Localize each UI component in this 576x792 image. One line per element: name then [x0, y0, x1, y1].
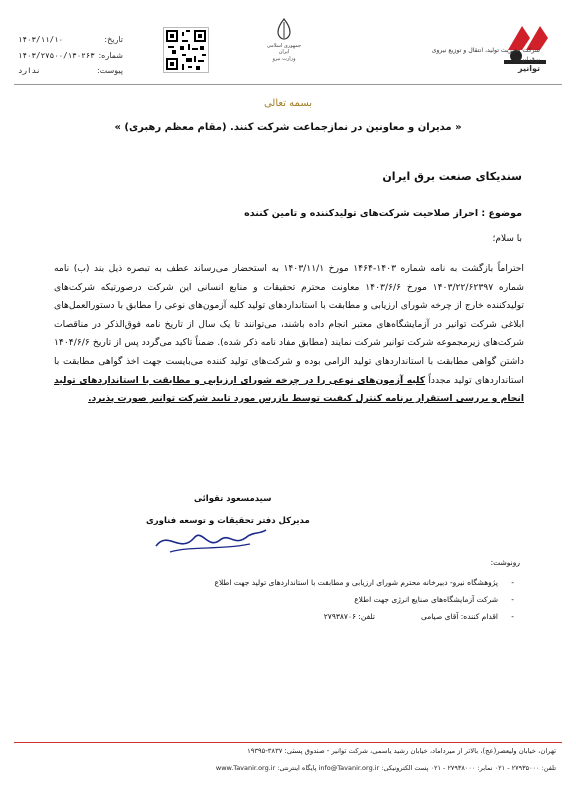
qr-code	[163, 27, 209, 73]
action-phone: تلفن: ۲۷۹۳۸۷۰۶	[323, 612, 375, 621]
body-emphasis: کلیه آزمون‌های نوعی را در چرخه شورای ارزیابی و مطابقت با استانداردهای تولید انجام و بررسی استقرار برنامه کنترل کیفیت توسط بازرس مورد تایید شرکت توانیر صورت پذیرد.	[54, 374, 524, 405]
signer-title: مدیرکل دفتر تحقیقات و توسعه فناوری	[146, 516, 310, 526]
header-divider	[14, 84, 562, 85]
footer-contacts: تلفن: ۲۷۹۳۵۰۰۰ - ۰۲۱ نمابر: ۲۷۹۳۸۰۰۰ - ۰۲۱ پست الکترونیکی: info@Tavanir.org.ir پایگاه اینترنتی: www.Tavanir.org.ir	[215, 764, 556, 772]
national-emblem	[264, 18, 304, 62]
subject-label: موضوع :	[481, 208, 522, 219]
company-name-line2: توانیر	[517, 64, 540, 73]
list-dash: -	[511, 578, 514, 587]
letter-metadata	[18, 32, 123, 79]
number-value: ۱۴۰۳/۲۷۵۰۰/۱۳۰۲۶۳	[18, 50, 95, 60]
recipient: سندیکای صنعت برق ایران	[382, 170, 522, 183]
number-label: شماره:	[98, 50, 123, 60]
emblem-icon	[274, 18, 294, 40]
action-label: اقدام کننده: آقای صیامی	[421, 612, 498, 621]
subject-line	[244, 208, 522, 219]
attachment-label: پیوست:	[96, 66, 123, 75]
cc-item-text: پژوهشگاه نیرو- دبیرخانه محترم شورای ارزیابی و مطابقت با استانداردهای تولید جهت اطلاع	[214, 578, 498, 587]
list-dash: -	[511, 612, 514, 621]
emblem-line1: جمهوری اسلامی ایران	[266, 42, 302, 55]
number-row	[18, 48, 123, 64]
handwritten-signature	[150, 520, 270, 560]
footer-divider	[14, 742, 562, 743]
emblem-line2: وزارت نیرو	[272, 55, 296, 62]
cc-item	[114, 608, 514, 625]
cc-item	[114, 591, 514, 608]
greeting: با سلام؛	[492, 234, 522, 244]
cc-item	[114, 574, 514, 591]
attachment-value: ندارد	[18, 66, 41, 75]
body-paragraph: احتراماً بازگشت به نامه شماره ۱۴۰۳-۱۴۶۴ مورخ ۱۴۰۳/۱۱/۱ به استحضار می‌رساند عطف به تبصره ذیل بند (ب) نامه شماره ۱۴۰۳/۲۲/۶۲۳۹۷ مورخ ۱۴۰۳/۶/۶ معاونت محترم تحقیقات و منابع انسانی این شرکت درصورتیکه شرکت‌های تولیدکننده خارج از چرخه شورای ارزیابی و مطابقت با استانداردهای تولید کلیه آزمون‌های نوعی را مطابق با دستورالعمل‌های ابلاغی شرکت توانیر در آزمایشگاه‌های معتبر انجام داده باشند، می‌توانند تا یک سال از تاریخ نامه فوق‌الذکر در مناقصات شرکت‌های زیرمجموعه شرکت توانیر شرکت نمایند (مطابق مفاد نامه ذکر شده). ضمناً تاکید می‌گردد پس از تاریخ ۱۴۰۴/۶/۶ داشتن گواهی مطابقت با استانداردهای تولید الزامی بوده و شرکت‌های تولید کننده می‌بایست جهت اخذ گواهی مطابقت با استانداردهای تولید مجدداً	[54, 263, 524, 386]
footer-address: تهران، خیابان ولیعصر(عج)، بالاتر از میرداماد، خیابان رشید یاسمی، شرکت توانیر - صندوق پستی: ۳۸۳۷-۱۹۳۹۵	[247, 747, 556, 755]
date-row	[18, 32, 123, 48]
basmala: بسمه تعالی	[263, 98, 313, 109]
attachment-row	[18, 63, 123, 79]
cc-list	[114, 574, 514, 625]
list-dash: -	[511, 595, 514, 604]
company-name-block	[420, 46, 540, 73]
cc-item-text: شرکت آزمایشگاه‌های صنایع انرژی جهت اطلاع	[354, 595, 498, 604]
signer-name: سیدمسعود تقوائی	[194, 494, 272, 504]
subject-text: احراز صلاحیت شرکت‌های تولیدکننده و تامین کننده	[244, 208, 479, 219]
date-label: تاریخ:	[104, 35, 123, 44]
leader-quote: « مدیران و معاونین در نمازجماعت شرکت کنند. (مقام معظم رهبری) »	[114, 122, 462, 133]
letter-body	[54, 260, 524, 409]
company-name-line1: شرکت مدیریت تولید، انتقال و توزیع نیروی برق ایران	[431, 47, 540, 63]
date-value: ۱۴۰۳/۱۱/۱۰	[18, 35, 64, 44]
cc-title: رونوشت:	[490, 558, 520, 567]
